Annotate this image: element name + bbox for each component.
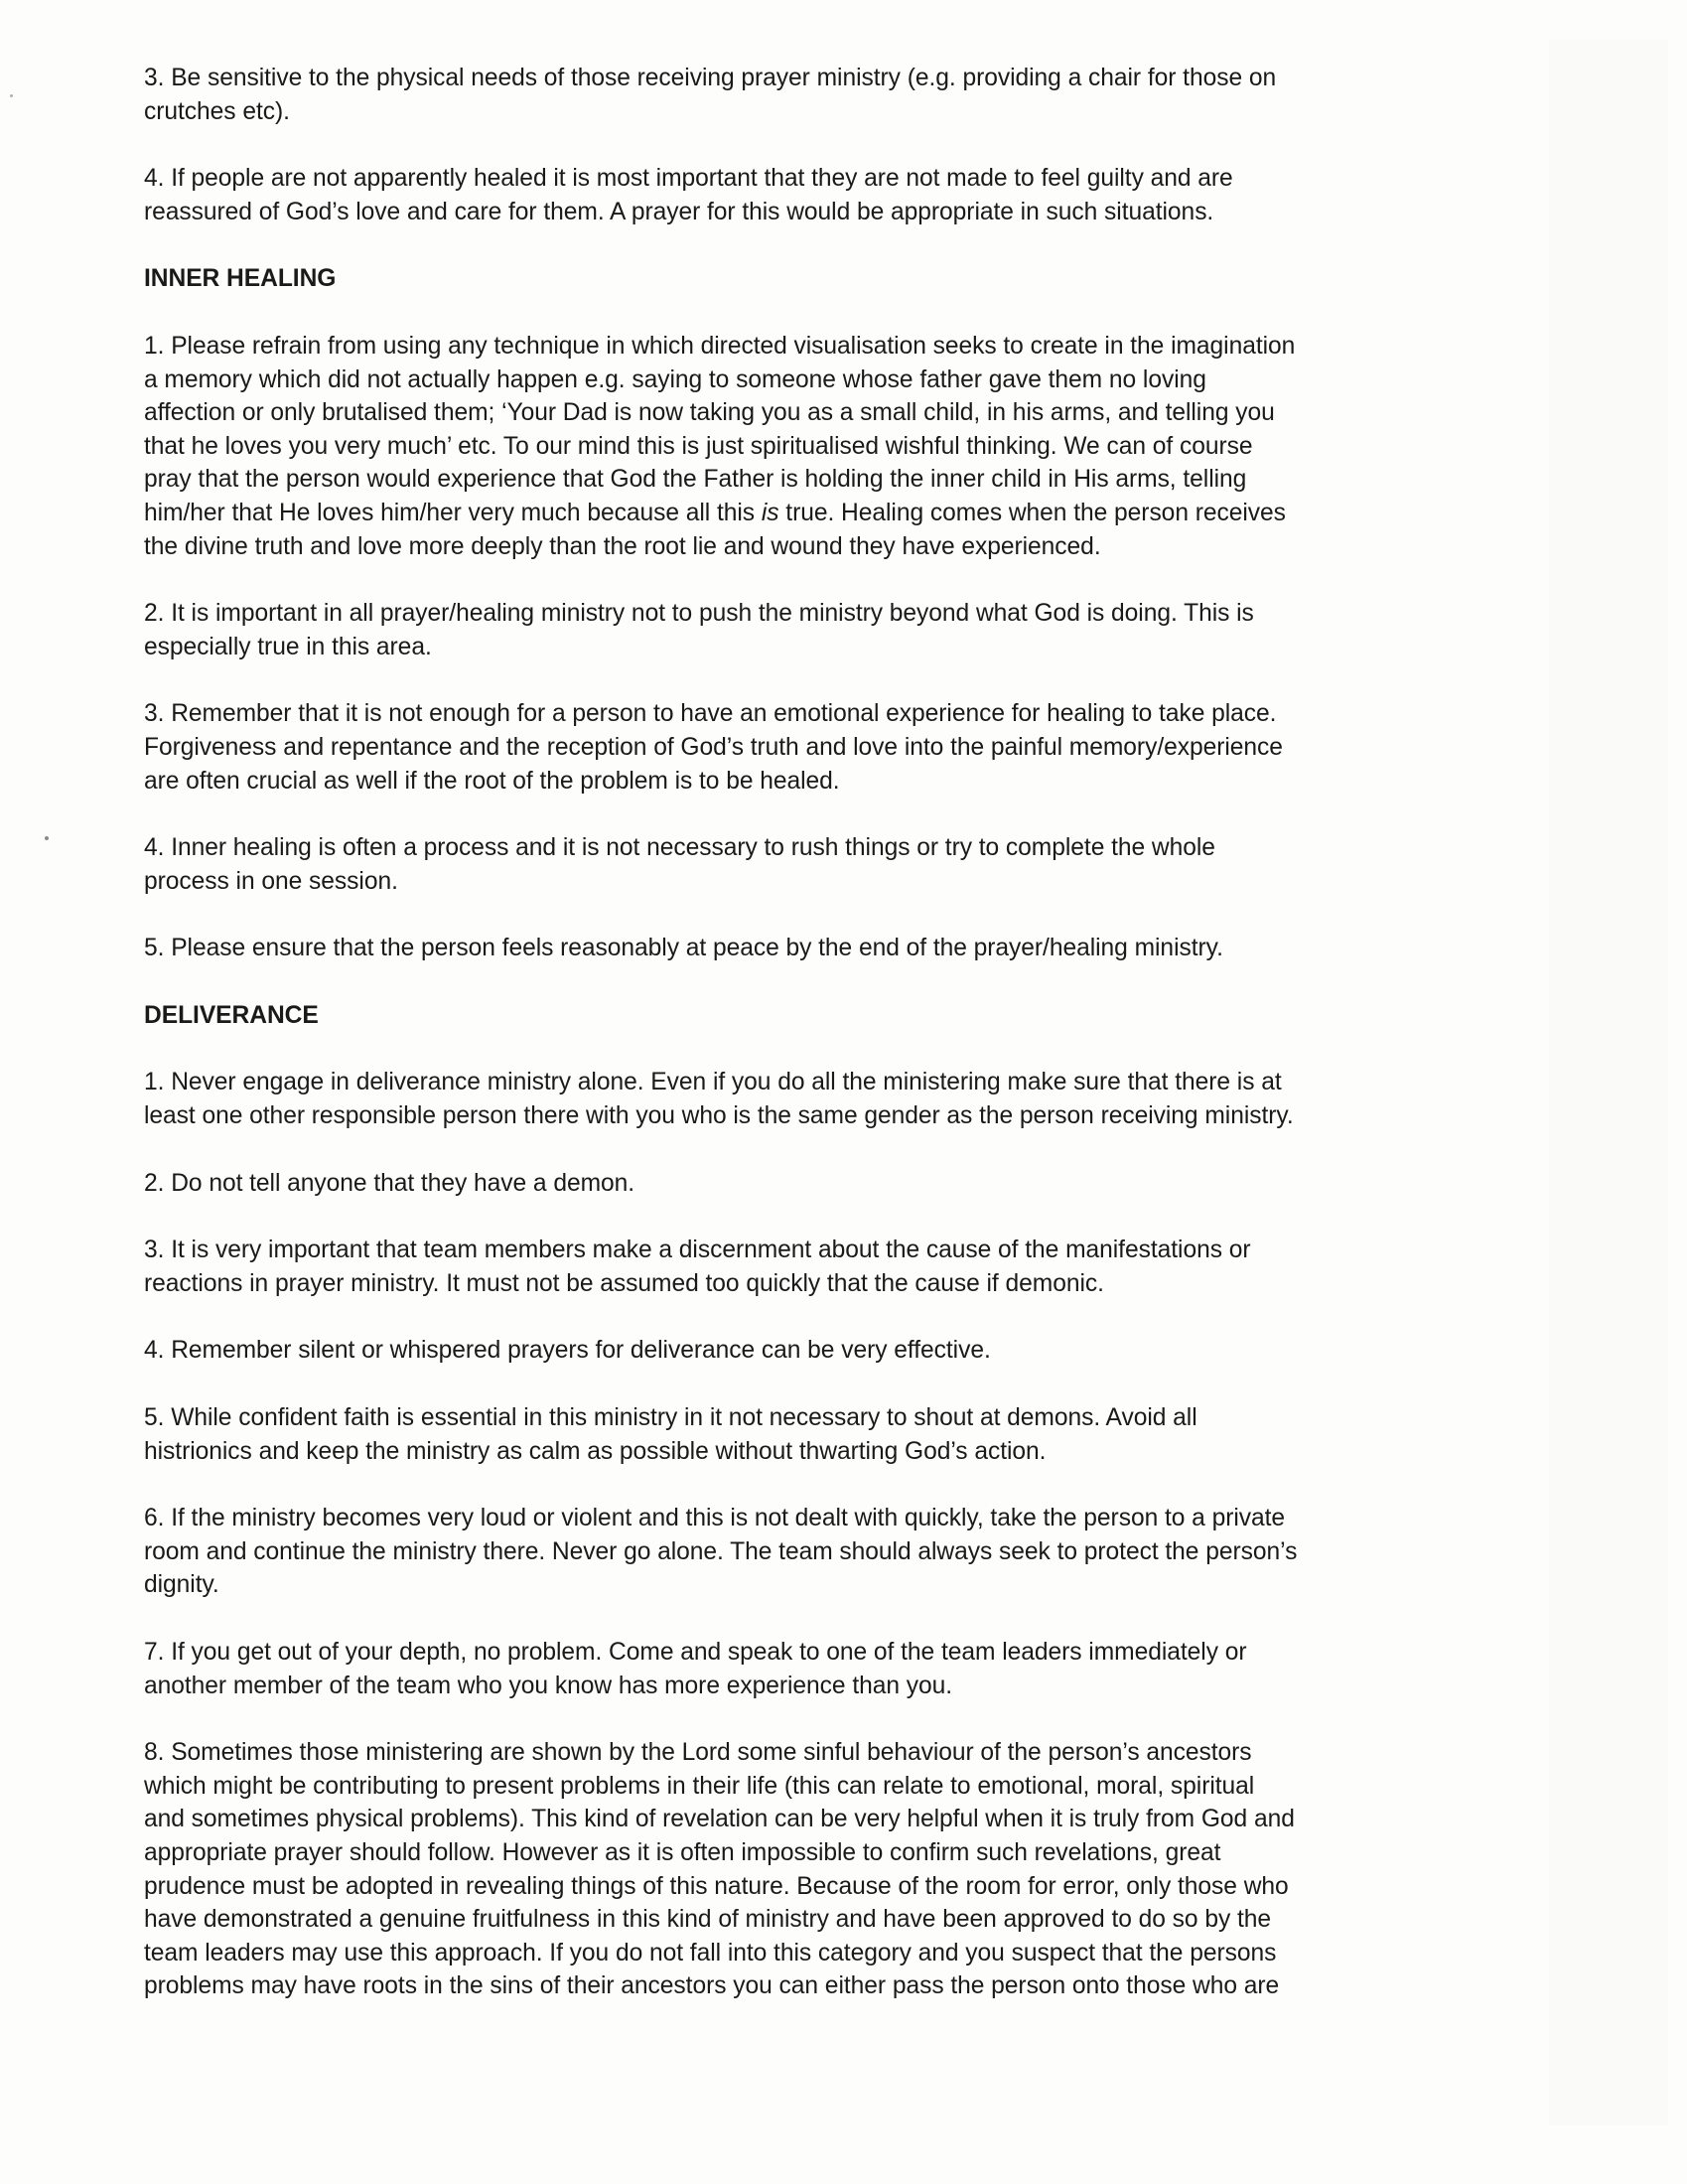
section-heading: DELIVERANCE — [144, 1001, 319, 1029]
text-line: the divine truth and love more deeply than the root lie and wound they have experienced. — [144, 532, 1101, 560]
list-item — [144, 697, 1554, 798]
text-line: have demonstrated a genuine fruitfulness in this kind of ministry and have been approved to do so by the — [144, 1906, 1272, 1934]
text-line: 6. If the ministry becomes very loud or violent and this is not dealt with quickly, take the person to a private — [144, 1505, 1286, 1532]
text-line: 5. Please ensure that the person feels reasonably at peace by the end of the prayer/healing ministry. — [144, 935, 1223, 962]
list-item — [144, 162, 1554, 228]
text-line: 7. If you get out of your depth, no problem. Come and speak to one of the team leaders immediately or — [144, 1639, 1247, 1666]
list-item — [144, 1066, 1554, 1132]
text-line: reassured of God’s love and care for them. A prayer for this would be appropriate in such situations. — [144, 198, 1214, 225]
text-line: dignity. — [144, 1571, 219, 1599]
text-line: are often crucial as well if the root of the problem is to be healed. — [144, 767, 840, 795]
list-item — [144, 1167, 1554, 1201]
list-item — [144, 1234, 1554, 1300]
scan-speck — [10, 94, 13, 97]
list-item — [144, 62, 1554, 128]
text-line: 5. While confident faith is essential in this ministry in it not necessary to shout at demons. Avoid all — [144, 1404, 1197, 1432]
text-line: that he loves you very much’ etc. To our mind this is just spiritualised wishful thinking. We can of course — [144, 432, 1253, 460]
text-line: a memory which did not actually happen e.g. saying to someone whose father gave them no loving — [144, 365, 1206, 393]
text-line: 4. If people are not apparently healed it is most important that they are not made to feel guilty and are — [144, 165, 1233, 193]
text-line: team leaders may use this approach. If you do not fall into this category and you suspect that the persons — [144, 1939, 1277, 1966]
text-line: 4. Inner healing is often a process and it is not necessary to rush things or try to complete the whole — [144, 834, 1215, 862]
text-line: especially true in this area. — [144, 633, 432, 660]
list-item — [144, 1334, 1554, 1368]
text-line: another member of the team who you know has more experience than you. — [144, 1672, 953, 1699]
text-line: 4. Remember silent or whispered prayers for deliverance can be very effective. — [144, 1337, 991, 1365]
text-line: Forgiveness and repentance and the reception of God’s truth and love into the painful memory/experience — [144, 733, 1283, 761]
text-line: problems may have roots in the sins of their ancestors you can either pass the person onto those who are — [144, 1972, 1280, 2000]
list-item — [144, 330, 1554, 563]
list-item — [144, 831, 1554, 898]
text-line: histrionics and keep the ministry as calm as possible without thwarting God’s action. — [144, 1437, 1047, 1465]
scan-bleed — [1549, 40, 1668, 2125]
text-line: 1. Never engage in deliverance ministry alone. Even if you do all the ministering make sure that there is at — [144, 1069, 1282, 1096]
list-item — [144, 1636, 1554, 1702]
document-page — [144, 62, 1554, 2037]
text-line: prudence must be adopted in revealing things of this nature. Because of the room for error, only those who — [144, 1872, 1289, 1900]
text-line: pray that the person would experience that God the Father is holding the inner child in His arms, telling — [144, 466, 1247, 494]
text-line: crutches etc). — [144, 97, 290, 125]
list-item — [144, 1502, 1554, 1602]
text-line: room and continue the ministry there. Never go alone. The team should always seek to protect the person’s — [144, 1537, 1298, 1565]
list-item — [144, 932, 1554, 965]
text-line: him/her that He loves him/her very much because all this is true. Healing comes when the person receives — [144, 499, 1286, 526]
text-line: least one other responsible person there with you who is the same gender as the person receiving ministry. — [144, 1102, 1294, 1130]
text-line: 3. Be sensitive to the physical needs of those receiving prayer ministry (e.g. providing a chair for those on — [144, 65, 1277, 91]
text-line: 1. Please refrain from using any technique in which directed visualisation seeks to create in the imagination — [144, 332, 1296, 360]
scan-speck — [45, 836, 49, 840]
list-item — [144, 1401, 1554, 1468]
text-line: and sometimes physical problems). This kind of revelation can be very helpful when it is truly from God and — [144, 1806, 1295, 1833]
text-line: 3. It is very important that team members make a discernment about the cause of the manifestations or — [144, 1237, 1251, 1264]
text-line: 8. Sometimes those ministering are shown by the Lord some sinful behaviour of the person’s ancestors — [144, 1739, 1252, 1767]
text-line: which might be contributing to present problems in their life (this can relate to emotional, moral, spiritual — [144, 1772, 1255, 1800]
text-line: 3. Remember that it is not enough for a person to have an emotional experience for healing to take place. — [144, 700, 1277, 728]
text-line: 2. Do not tell anyone that they have a demon. — [144, 1169, 635, 1197]
section-heading: INNER HEALING — [144, 265, 337, 293]
text-line: 2. It is important in all prayer/healing ministry not to push the ministry beyond what God is doing. This is — [144, 600, 1254, 628]
text-line: appropriate prayer should follow. However as it is often impossible to confirm such revelations, great — [144, 1838, 1221, 1866]
text-line: affection or only brutalised them; ‘Your Dad is now taking you as a small child, in his arms, and telling you — [144, 399, 1275, 427]
text-line: reactions in prayer ministry. It must not be assumed too quickly that the cause if demonic. — [144, 1269, 1104, 1297]
text-line: process in one session. — [144, 867, 398, 895]
list-item — [144, 1736, 1554, 2003]
list-item — [144, 597, 1554, 663]
